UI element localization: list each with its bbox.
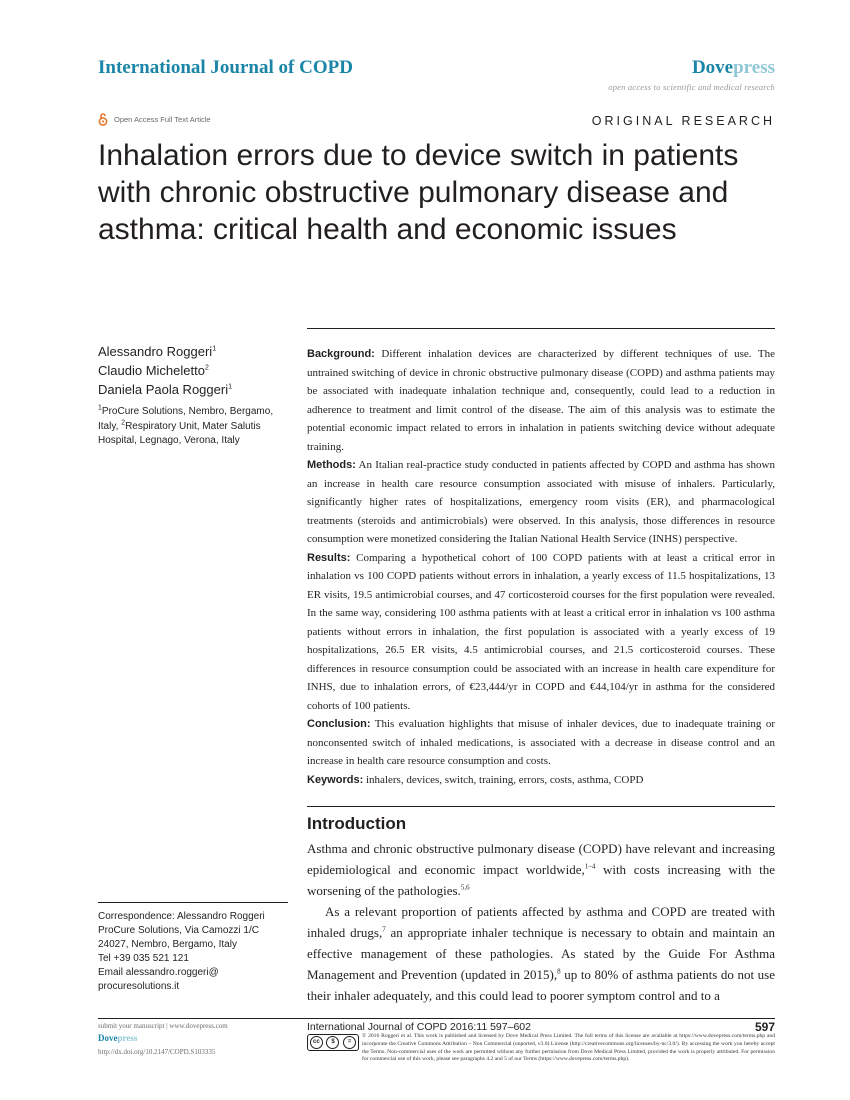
correspondence: Correspondence: Alessandro Roggeri ProCure Solutions, Via Camozzi 1/C 24027, Nembro, Bergamo, Italy Tel +39 035 521 121 Email alessandro.roggeri@ procuresolutions.it: [98, 911, 265, 992]
abstract-conclusion: Conclusion: This evaluation highlights that misuse of inhaler devices, due to inadequate training or nonconsented switch of inhaled medications, is associated with a decrease in disease control and an increase in health care resource consumption and costs.: [307, 718, 775, 767]
affiliations: $^1$ProCure Solutions, Nembro, Bergamo, Italy, $^2$Respiratory Unit, Mater Salutis Hospital, Legnago, Verona, Italy: [98, 404, 274, 446]
introduction-rule: [307, 806, 775, 807]
article-title: Inhalation errors due to device switch in patients with chronic obstructive pulmonary disease and asthma: critical health and economic issues: [98, 139, 739, 246]
doi-link[interactable]: http://dx.doi.org/10.2147/COPD.S103335: [98, 1048, 216, 1056]
publisher-tagline: open access to scientific and medical research: [608, 82, 775, 92]
author-list: [98, 342, 232, 399]
creative-commons-badge-icon: cc $ =: [307, 1034, 359, 1051]
footer-publisher-logo: Dovepress: [98, 1033, 138, 1043]
introduction-body: [307, 838, 775, 1006]
author: Daniela Paola Roggeri$^1$: [98, 382, 232, 397]
page-number: 597: [754, 1020, 775, 1034]
publisher-logo: [692, 57, 775, 79]
open-access-label: [98, 112, 211, 126]
publisher-logo-a: Dove: [691, 57, 734, 78]
abstract-methods: Methods: An Italian real-practice study conducted in patients affected by COPD and asthma has shown an increase in health care resource consumption associated with misuse of inhalers. Particularly, significantly higher rates of hospitalizations, emergency room visits (ER), and pharmacological treatments (steroids and antimicrobials) were observed. In this analysis, those differences in resource consumption were monetized considering the Italian National Health Service (INHS) perspective.: [307, 459, 775, 545]
publisher-logo-b: press: [733, 57, 775, 78]
journal-name: International Journal of COPD: [98, 57, 353, 78]
section-heading-introduction: Introduction: [307, 814, 407, 833]
license-text: © 2016 Roggeri et al. This work is published and licensed by Dove Medical Press Limited. The full terms of this license are available at https://www.dovepress.com/terms.php and incorporate the Creative Commons Attribution – Non Commercial (unported, v3.0) License (http://creativecommons.org/licenses/by-nc/3.0/). By accessing the work you hereby accept the Terms. Non-commercial uses of the work are permitted without any further permission from Dove Medical Press Limited, provided the work is properly attributed. For permission for commercial use of this work, please see paragraphs 4.2 and 5 of our Terms (https://www.dovepress.com/terms.php).: [362, 1033, 775, 1063]
open-access-text: Open Access Full Text Article: [114, 114, 211, 124]
submit-manuscript-link[interactable]: submit your manuscript | www.dovepress.com: [98, 1022, 228, 1030]
abstract-results: Results: Comparing a hypothetical cohort of 100 COPD patients with at least a critical error in inhalation vs 100 COPD patients without errors in inhalation, a yearly excess of 11.5 hospitalizations, 13 ER visits, 19.5 antimicrobial courses, and 47 corticosteroid courses for the first population were revealed. In the same way, considering 100 asthma patients with at least a critical error in inhalation vs 100 asthma patients without errors in inhalation, the first population is associated with a yearly excess of 19 hospitalizations, 26.5 ER visits, 4.5 antimicrobial courses, and 21.5 corticosteroid courses. These differences in resource consumption could be associated with an increase in health care expenditure for INHS, due to inhalation errors, of €23,444/yr in COPD and €44,104/yr in asthma for the considered cohorts of 100 patients.: [307, 551, 775, 712]
author: Claudio Micheletto$^2$: [98, 363, 209, 378]
correspondence-rule: [98, 902, 288, 903]
abstract: [307, 345, 775, 789]
footer-rule: [98, 1018, 775, 1019]
article-type: ORIGINAL RESEARCH: [591, 114, 775, 128]
citation: International Journal of COPD 2016:11 597–602: [307, 1021, 531, 1033]
open-access-lock-icon: [98, 112, 108, 126]
paragraph: As a relevant proportion of patients affected by asthma and COPD are treated with inhaled drugs,$^7$ an appropriate inhaler technique is necessary to obtain and maintain an effective management of these pathologies. As stated by the Guide For Asthma Management and Prevention (updated in 2015),$^8$ up to 80% of asthma patients do not use their inhaler adequately, and this could lead to poorer symptom control and to a: [307, 904, 776, 1003]
paragraph: Asthma and chronic obstructive pulmonary disease (COPD) have relevant and increasing epidemiological and economic impact worldwide,$^{1-4}$ with costs increasing with the worsening of the pathologies.$^{5,6}$: [307, 841, 775, 898]
abstract-background: Background: Different inhalation devices are characterized by different techniques of use. The untrained switching of device in chronic obstructive pulmonary disease (COPD) and asthma patients may be associated with inadequate inhalation technique and, consequently, could lead to a reduction in adherence to treatment and limit control of the disease. The aim of this analysis was to estimate the potential economic impact related to errors in inhalation in patients switching device without adequate training.: [307, 348, 775, 453]
author: Alessandro Roggeri$^1$: [98, 344, 217, 359]
abstract-top-rule: [307, 328, 775, 329]
abstract-keywords: Keywords: inhalers, devices, switch, training, errors, costs, asthma, COPD: [307, 773, 644, 786]
